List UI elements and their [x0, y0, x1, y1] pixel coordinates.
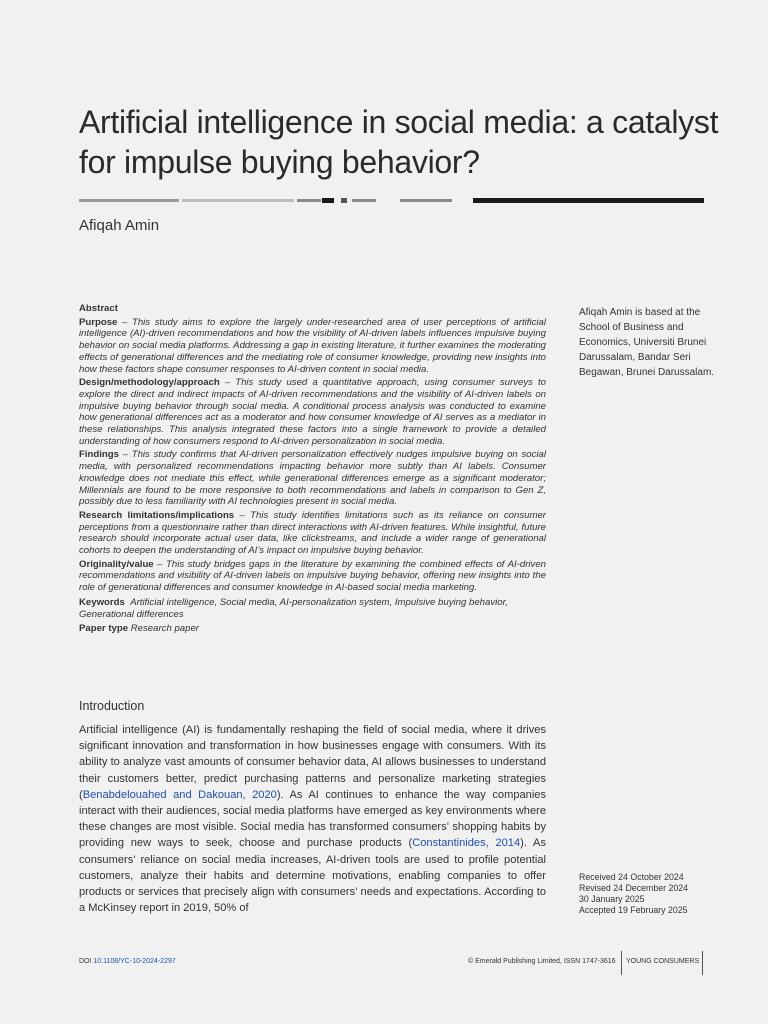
abstract-heading: Abstract — [79, 303, 118, 314]
section-heading-introduction: Introduction — [79, 699, 145, 713]
keywords: Keywords Artificial intelligence, Social media, AI-personalization system, Impulsive buying behavior, Generational differences — [79, 596, 508, 620]
article-title: Artificial intelligence in social media: a catalyst for impulse buying behavior? — [79, 104, 719, 180]
author-name: Afiqah Amin — [79, 217, 160, 234]
decorative-rule — [79, 198, 704, 203]
citation-link[interactable]: Constantinides, 2014 — [412, 837, 521, 850]
abstract-purpose: Purpose – This study aims to explore the largely under-researched area of user perceptions of artificial intelligence (AI)-driven recommendations and how the visibility of AI-driven labels influences impulsive buying behavior on social media platforms. Addressing a gap in existing literature, it further examines the moderating effects of generational differences and the mediating role of consumer knowledge, providing new insights into how these factors shape consumer responses to AI-driven content in social media. — [79, 316, 546, 375]
revised-date-2: 30 January 2025 — [579, 894, 645, 904]
doi: DOI 10.1108/YC-10-2024-2297 — [79, 958, 176, 965]
abstract-design: Design/methodology/approach – This study used a quantitative approach, using consumer surveys to explore the direct and indirect impacts of AI-driven recommendations and the visibility of AI-driven labels on impulsive buying behavior through social media. A conditional process analysis was conducted to examine how generational differences act as a moderator and how consumer knowledge of AI serves as a mediator in these relationships. This analysis integrated these factors into a single framework to provide a detailed understanding of how consumers respond to AI-driven personalization in social media. — [79, 377, 546, 447]
received-date: Received 24 October 2024 — [579, 872, 684, 882]
publisher-info: © Emerald Publishing Limited, ISSN 1747-3616 — [468, 958, 616, 965]
introduction-body: Artificial intelligence (AI) is fundamentally reshaping the field of social media, where it drives significant innovation and transformation in how businesses engage with consumers. With its ability to analyze vast amounts of consumer behavior data, AI allows businesses to understand their customers better, predict purchasing patterns and personalize marketing strategies (Benabdelouahed and Dakouan, 2020). As AI continues to enhance the way companies interact with their audiences, social media platforms have emerged as key environments where these changes are most visible. Social media has transformed consumers’ shopping habits by providing new ways to seek, choose and purchase products (Constantinides, 2014). As consumers’ reliance on social media increases, AI-driven tools are used to profile potential customers, analyze their habits and determine motivations, enabling companies to offer products or services that precisely align with consumers’ needs and expectations. According to a McKinsey report in 2019, 50% of — [79, 724, 547, 915]
accepted-date: Accepted 19 February 2025 — [579, 905, 688, 915]
citation-link[interactable]: Benabdelouahed and Dakouan, 2020 — [82, 788, 277, 801]
paper-type: Paper type Research paper — [79, 623, 199, 635]
abstract-originality: Originality/value – This study bridges gaps in the literature by examining the combined effects of AI-driven recommendations and visibility of AI-driven labels on impulsive buying behavior, offering new insights into the role of generational differences and consumer knowledge in AI-based social media marketing. — [79, 558, 547, 594]
journal-name: YOUNG CONSUMERS — [626, 958, 700, 965]
article-history — [579, 872, 719, 916]
revised-date: Revised 24 December 2024 — [579, 883, 689, 893]
abstract-limitations: Research limitations/implications – This study identifies limitations such as its reliance on consumer perceptions from a questionnaire rather than direct interactions with AI-driven features. While insightful, future research should incorporate actual user data, like clickstreams, and include a wider range of generational cohorts to deepen the understanding of AI’s impact on impulsive buying behavior. — [79, 509, 546, 557]
abstract — [79, 303, 546, 637]
abstract-findings: Findings – This study confirms that AI-driven personalization effectively nudges impulsive buying on social media, with personalized recommendations impacting behavior more subtly than AI labels. Consumer knowledge does not mediate this effect, while generational differences emerge as a significant moderator; Millennials are found to be more responsive to both recommendations and labels in comparison to Gen Z, possibly due to less familiarity with AI technologies present in social media. — [79, 449, 547, 508]
author-affiliation: Afiqah Amin is based at the School of Business and Economics, Universiti Brunei Darussalam, Bandar Seri Begawan, Brunei Darussalam. — [579, 307, 715, 378]
doi-link[interactable]: 10.1108/YC-10-2024-2297 — [93, 958, 176, 965]
